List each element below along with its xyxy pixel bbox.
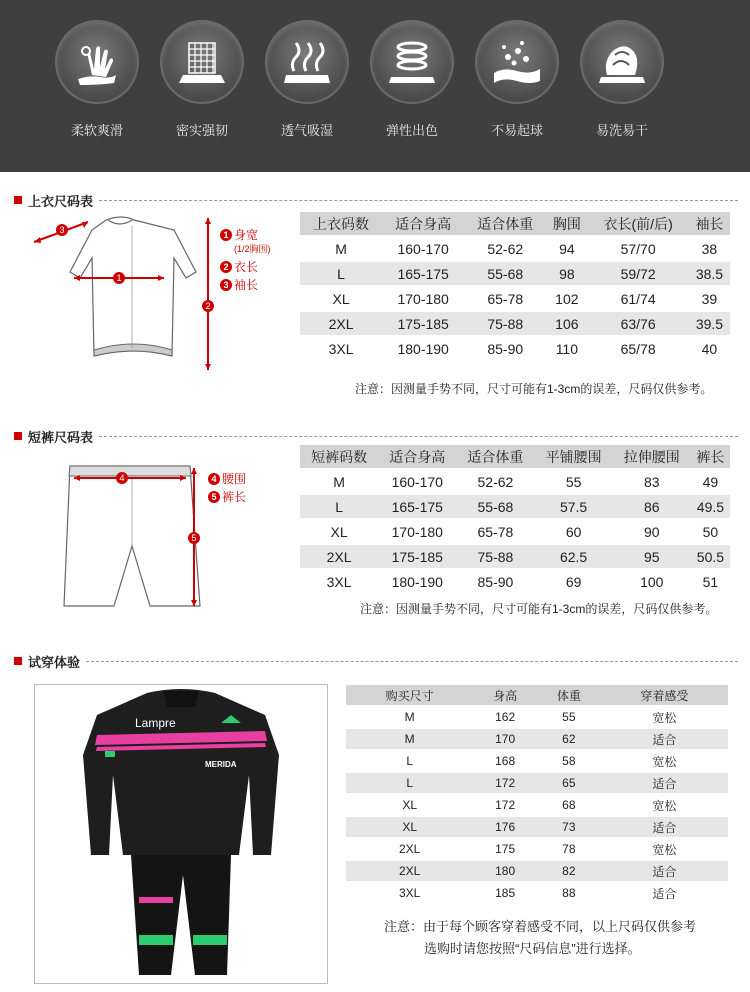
table-cell: 85-90 — [456, 570, 534, 593]
table-cell: 83 — [613, 470, 691, 493]
feature-anti-pilling — [472, 20, 562, 139]
table-cell: 59/72 — [587, 262, 689, 285]
feature-easy-wash — [577, 20, 667, 139]
table-cell: 3XL — [346, 883, 473, 903]
section-title: 短裤尺码表 — [28, 429, 94, 445]
section-title: 上衣尺码表 — [28, 193, 94, 209]
table-cell: 适合 — [601, 817, 728, 837]
feature-label: 不易起球 — [490, 123, 543, 138]
table-cell: 78 — [537, 839, 601, 859]
feature-label: 透气吸湿 — [280, 123, 333, 138]
table-cell: M — [346, 707, 473, 727]
svg-text:4: 4 — [119, 473, 125, 483]
jersey-section-header — [14, 192, 738, 208]
table-cell: 宽松 — [601, 751, 728, 771]
table-cell: M — [346, 729, 473, 749]
svg-text:1: 1 — [116, 273, 122, 283]
table-cell: 2XL — [300, 545, 378, 568]
table-cell: 65 — [537, 773, 601, 793]
table-cell: 适合 — [601, 861, 728, 881]
table-cell: 170 — [473, 729, 537, 749]
table-row — [300, 520, 730, 543]
tryon-note-line-1: 注意：由于每个顾客穿着感受不同，以上尺码仅供参考 — [384, 919, 697, 934]
table-cell: 90 — [613, 520, 691, 543]
section-marker — [14, 196, 22, 204]
table-row — [300, 495, 730, 518]
shorts-diagram — [50, 456, 300, 616]
table-cell: L — [300, 495, 378, 518]
feature-dense — [157, 20, 247, 139]
shorts-section-header — [14, 428, 738, 444]
table-row — [300, 337, 730, 360]
table-cell: 适合 — [601, 773, 728, 793]
table-cell: 180-190 — [378, 570, 456, 593]
table-cell: 40 — [689, 337, 730, 360]
table-cell: 62.5 — [535, 545, 613, 568]
table-cell: 49.5 — [691, 495, 730, 518]
table-cell: 51 — [691, 570, 730, 593]
table-cell: 85-90 — [464, 337, 546, 360]
table-cell: 98 — [546, 262, 587, 285]
table-cell: 65-78 — [456, 520, 534, 543]
table-cell: 49 — [691, 470, 730, 493]
table-cell: L — [346, 751, 473, 771]
table-row — [300, 312, 730, 335]
table-cell: 52-62 — [464, 237, 546, 260]
table-row — [300, 287, 730, 310]
hand-icon — [70, 35, 124, 89]
table-cell: 180-190 — [382, 337, 464, 360]
table-row — [300, 570, 730, 593]
fabric-balls-icon — [490, 35, 544, 89]
table-cell: 65-78 — [464, 287, 546, 310]
table-row — [300, 470, 730, 493]
table-row — [346, 883, 728, 903]
feature-elastic — [367, 20, 457, 139]
table-header-row: 短裤码数 适合身高 适合体重 平铺腰围 拉伸腰围 裤长 — [300, 445, 730, 468]
table-cell: M — [300, 237, 382, 260]
svg-text:2: 2 — [205, 301, 211, 311]
table-row — [300, 262, 730, 285]
table-cell: 75-88 — [456, 545, 534, 568]
table-cell: 3XL — [300, 570, 378, 593]
table-cell: 95 — [613, 545, 691, 568]
table-header-row: 上衣码数 适合身高 适合体重 胸围 衣长(前/后) 袖长 — [300, 212, 730, 235]
table-cell: 175 — [473, 839, 537, 859]
table-cell: 88 — [537, 883, 601, 903]
table-cell: 39 — [689, 287, 730, 310]
table-cell: 2XL — [300, 312, 382, 335]
table-header-row: 购买尺寸 身高 体重 穿着感受 — [346, 685, 728, 705]
jersey-diagram — [24, 210, 294, 382]
table-cell: XL — [346, 795, 473, 815]
table-cell: 168 — [473, 751, 537, 771]
table-cell: 38.5 — [689, 262, 730, 285]
jersey-note: 注意：因测量手势不同，尺寸可能有1-3cm的误差，尺码仅供参考。 — [355, 382, 713, 396]
measure-label-waist: 4 腰围 — [208, 470, 246, 487]
feature-soft — [52, 20, 142, 139]
shorts-outline-icon — [50, 456, 300, 616]
table-cell: 39.5 — [689, 312, 730, 335]
table-cell: M — [300, 470, 378, 493]
table-cell: 57/70 — [587, 237, 689, 260]
spring-icon — [385, 35, 439, 89]
feature-label: 密实强韧 — [175, 123, 228, 138]
table-cell: 82 — [537, 861, 601, 881]
table-row — [346, 795, 728, 815]
table-cell: 60 — [535, 520, 613, 543]
table-cell: 50.5 — [691, 545, 730, 568]
table-row — [346, 707, 728, 727]
table-cell: 57.5 — [535, 495, 613, 518]
product-photo — [34, 684, 328, 984]
table-row — [346, 751, 728, 771]
section-marker — [14, 432, 22, 440]
table-row — [300, 545, 730, 568]
table-cell: 62 — [537, 729, 601, 749]
table-cell: 110 — [546, 337, 587, 360]
jersey-size-table — [300, 210, 730, 362]
table-cell: 61/74 — [587, 287, 689, 310]
table-cell: 55 — [537, 707, 601, 727]
svg-text:5: 5 — [191, 533, 197, 543]
table-row — [346, 839, 728, 859]
table-cell: 58 — [537, 751, 601, 771]
table-cell: 69 — [535, 570, 613, 593]
measure-label-chest: 1 身宽 — [220, 226, 258, 243]
table-cell: 176 — [473, 817, 537, 837]
table-cell: 172 — [473, 795, 537, 815]
table-cell: 172 — [473, 773, 537, 793]
table-cell: 170-180 — [378, 520, 456, 543]
table-cell: 宽松 — [601, 707, 728, 727]
feature-label: 易洗易干 — [595, 123, 648, 138]
brand-text-2: MERIDA — [205, 760, 237, 769]
shorts-note: 注意：因测量手势不同，尺寸可能有1-3cm的误差，尺码仅供参考。 — [360, 602, 718, 616]
table-row — [346, 817, 728, 837]
section-marker — [14, 657, 22, 665]
tryon-table — [346, 683, 728, 905]
feature-breathable — [262, 20, 352, 139]
table-cell: 3XL — [300, 337, 382, 360]
table-cell: 106 — [546, 312, 587, 335]
cycling-suit-image — [35, 685, 327, 983]
table-cell: 185 — [473, 883, 537, 903]
table-cell: 162 — [473, 707, 537, 727]
table-cell: 宽松 — [601, 795, 728, 815]
table-cell: 180 — [473, 861, 537, 881]
shorts-size-table — [300, 443, 730, 595]
table-row — [346, 729, 728, 749]
table-cell: 160-170 — [382, 237, 464, 260]
table-cell: 2XL — [346, 861, 473, 881]
table-cell: 73 — [537, 817, 601, 837]
table-cell: 165-175 — [378, 495, 456, 518]
table-cell: 38 — [689, 237, 730, 260]
tryon-note-line-2: 选购时请您按照“尺码信息”进行选择。 — [424, 941, 641, 956]
table-row — [300, 237, 730, 260]
table-cell: 175-185 — [382, 312, 464, 335]
table-cell: 160-170 — [378, 470, 456, 493]
washing-icon — [595, 35, 649, 89]
feature-banner — [0, 0, 750, 172]
table-cell: 65/78 — [587, 337, 689, 360]
table-cell: 63/76 — [587, 312, 689, 335]
table-cell: 75-88 — [464, 312, 546, 335]
measure-label-pants-length: 5 裤长 — [208, 488, 246, 505]
table-cell: XL — [346, 817, 473, 837]
tryon-section-header — [14, 653, 738, 669]
table-cell: 2XL — [346, 839, 473, 859]
table-cell: 68 — [537, 795, 601, 815]
measure-label-sleeve: 3 袖长 — [220, 276, 258, 293]
table-cell: 适合 — [601, 729, 728, 749]
table-cell: 102 — [546, 287, 587, 310]
measure-label-length: 2 衣长 — [220, 258, 258, 275]
table-row — [346, 773, 728, 793]
mesh-icon — [175, 35, 229, 89]
table-cell: 52-62 — [456, 470, 534, 493]
table-cell: L — [346, 773, 473, 793]
table-cell: 宽松 — [601, 839, 728, 859]
airflow-icon — [280, 35, 334, 89]
table-cell: 165-175 — [382, 262, 464, 285]
table-cell: L — [300, 262, 382, 285]
feature-label: 柔软爽滑 — [70, 123, 123, 138]
feature-label: 弹性出色 — [385, 123, 438, 138]
measure-sub-label: (1/2胸围) — [234, 244, 271, 254]
table-cell: 175-185 — [378, 545, 456, 568]
brand-text-1: Lampre — [135, 716, 176, 730]
table-cell: 适合 — [601, 883, 728, 903]
table-cell: 50 — [691, 520, 730, 543]
table-row — [346, 861, 728, 881]
table-cell: 55-68 — [456, 495, 534, 518]
section-title: 试穿体验 — [28, 654, 81, 670]
svg-text:3: 3 — [59, 225, 65, 235]
table-cell: 100 — [613, 570, 691, 593]
table-cell: XL — [300, 520, 378, 543]
table-cell: 170-180 — [382, 287, 464, 310]
table-cell: 55 — [535, 470, 613, 493]
table-cell: 94 — [546, 237, 587, 260]
table-cell: XL — [300, 287, 382, 310]
table-cell: 55-68 — [464, 262, 546, 285]
table-cell: 86 — [613, 495, 691, 518]
